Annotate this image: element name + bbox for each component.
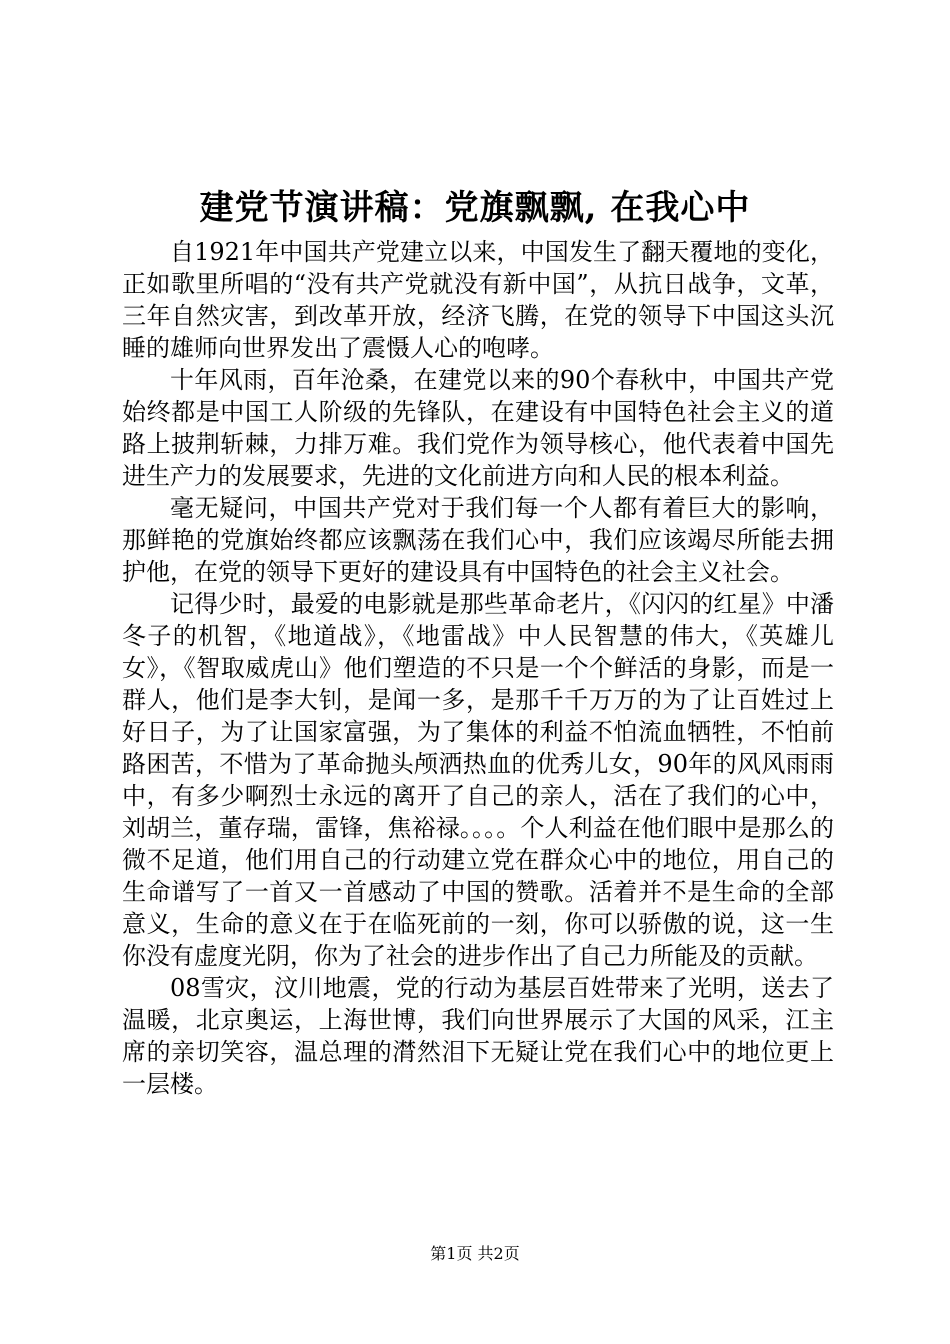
document-body bbox=[122, 236, 834, 1100]
paragraph: 十年风雨，百年沧桑，在建党以来的90个春秋中，中国共产党始终都是中国工人阶级的先锋队，在建设有中国特色社会主义的道路上披荆斩棘，力排万难。我们党作为领导核心，他代表着中国先进生产力的发展要求，先进的文化前进方向和人民的根本利益。 bbox=[122, 366, 834, 490]
paragraph: 记得少时，最爱的电影就是那些革命老片，《闪闪的红星》中潘冬子的机智，《地道战》，《地雷战》中人民智慧的伟大，《英雄儿女》，《智取威虎山》他们塑造的不只是一个个鲜活的身影，而是一群人，他们是李大钊，是闻一多，是那千千万万的为了让百姓过上好日子，为了让国家富强，为了集体的利益不怕流血牺牲，不怕前路困苦，不惜为了革命抛头颅洒热血的优秀儿女，90年的风风雨雨中，有多少啊烈士永远的离开了自己的亲人，活在了我们的心中，刘胡兰，董存瑞，雷锋，焦裕禄。。。。个人利益在他们眼中是那么的微不足道，他们用自己的行动建立党在群众心中的地位，用自己的生命谱写了一首又一首感动了中国的赞歌。活着并不是生命的全部意义，生命的意义在于在临死前的一刻，你可以骄傲的说，这一生你没有虚度光阴，你为了社会的进步作出了自己力所能及的贡献。 bbox=[122, 590, 834, 970]
paragraph: 08雪灾，汶川地震，党的行动为基层百姓带来了光明，送去了温暖，北京奥运，上海世博，我们向世界展示了大国的风采，江主席的亲切笑容，温总理的潸然泪下无疑让党在我们心中的地位更上一层楼。 bbox=[122, 974, 834, 1098]
document-title: 建党节演讲稿：党旗飘飘, 在我心中 bbox=[199, 188, 751, 228]
paragraph: 毫无疑问，中国共产党对于我们每一个人都有着巨大的影响，那鲜艳的党旗始终都应该飘荡在我们心中，我们应该竭尽所能去拥护他，在党的领导下更好的建设具有中国特色的社会主义社会。 bbox=[122, 494, 834, 586]
page-number-footer: 第1页 共2页 bbox=[430, 1244, 520, 1263]
paragraph: 自1921年中国共产党建立以来，中国发生了翻天覆地的变化，正如歌里所唱的“没有共产党就没有新中国”，从抗日战争，文革，三年自然灾害，到改革开放，经济飞腾，在党的领导下中国这头沉睡的雄师向世界发出了震慑人心的咆哮。 bbox=[122, 238, 834, 362]
